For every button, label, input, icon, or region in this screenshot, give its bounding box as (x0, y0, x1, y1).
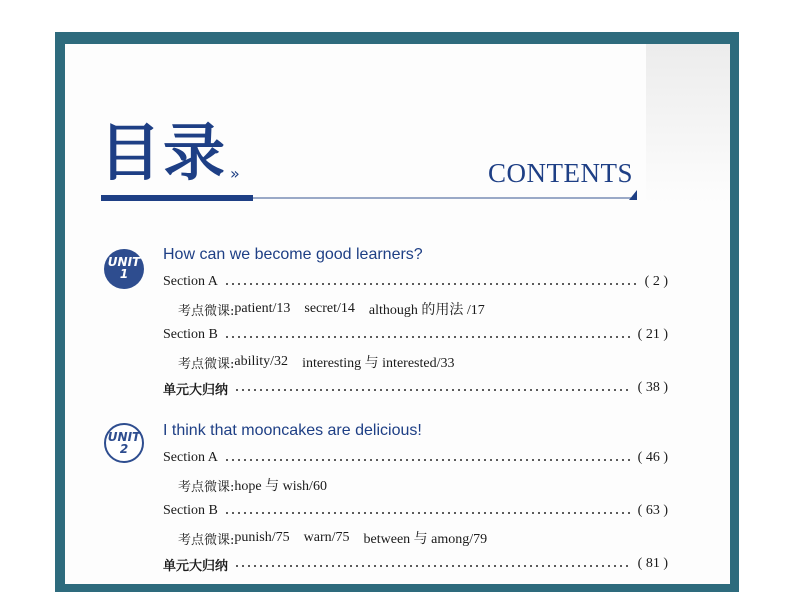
toc-subentry-u1-a (178, 299, 485, 319)
dot-leader (224, 459, 632, 461)
subentry-item[interactable]: ability/32 (234, 354, 289, 369)
subentry-item[interactable]: between 与 among/79 (363, 532, 488, 547)
dot-leader (224, 283, 639, 285)
subentry-item[interactable]: although 的用法 /17 (368, 303, 485, 318)
toc-entry-label: Section A (163, 450, 218, 465)
subentry-tag: 考点微课: (178, 303, 235, 319)
title-underline-bar (101, 195, 253, 201)
toc-page-number: ( 46 ) (637, 450, 668, 465)
unit-1-title[interactable]: How can we become good learners? (163, 246, 423, 263)
toc-page-number: ( 21 ) (637, 327, 668, 342)
toc-entry-u2-summary[interactable] (163, 554, 668, 574)
subentry-item[interactable]: secret/14 (304, 301, 355, 316)
dot-leader (234, 389, 632, 391)
toc-subentry-u2-a (178, 475, 327, 495)
toc-entry-u1-section-b[interactable] (163, 325, 668, 345)
toc-entry-label: Section B (163, 503, 218, 518)
dot-leader (224, 336, 632, 338)
subentry-item[interactable]: interesting 与 interested/33 (302, 356, 455, 371)
toc-entry-u2-section-b[interactable] (163, 501, 668, 521)
page-corner-shade (646, 44, 730, 204)
unit-badge-number: 2 (119, 442, 129, 456)
subentry-item[interactable]: hope 与 wish/60 (234, 479, 327, 494)
toc-page-number: ( 63 ) (637, 503, 668, 518)
toc-page-number: ( 81 ) (637, 556, 668, 571)
double-chevron-icon: » (230, 164, 240, 183)
title-chinese: 目录 (99, 116, 228, 189)
unit-badge-word: UNIT (107, 255, 141, 269)
toc-entry-label: 单元大归纳 (163, 382, 229, 398)
unit-2-badge (104, 423, 144, 463)
toc-subentry-u1-b (178, 352, 454, 372)
unit-2-title[interactable]: I think that mooncakes are delicious! (163, 422, 422, 439)
toc-entry-label: Section B (163, 327, 218, 342)
title-underline-triangle (629, 190, 637, 200)
dot-leader (234, 565, 632, 567)
toc-subentry-u2-b (178, 528, 487, 548)
toc-entry-u1-summary[interactable] (163, 378, 668, 398)
subentry-tag: 考点微课: (178, 532, 235, 548)
toc-entry-label: 单元大归纳 (163, 558, 229, 574)
toc-entry-u2-section-a[interactable] (163, 448, 668, 468)
title-english: CONTENTS (488, 158, 633, 188)
subentry-item[interactable]: warn/75 (303, 530, 350, 545)
toc-page-number: ( 38 ) (637, 380, 668, 395)
dot-leader (224, 512, 632, 514)
unit-1-badge (104, 249, 144, 289)
subentry-item[interactable]: punish/75 (234, 530, 290, 545)
title-underline-rule (253, 197, 631, 199)
toc-entry-label: Section A (163, 274, 218, 289)
toc-entry-u1-section-a[interactable] (163, 272, 668, 292)
unit-badge-number: 1 (119, 267, 129, 281)
subentry-item[interactable]: patient/13 (234, 301, 291, 316)
subentry-tag: 考点微课: (178, 479, 235, 495)
toc-page-number: ( 2 ) (644, 274, 668, 289)
subentry-tag: 考点微课: (178, 356, 235, 372)
unit-badge-word: UNIT (107, 430, 141, 444)
